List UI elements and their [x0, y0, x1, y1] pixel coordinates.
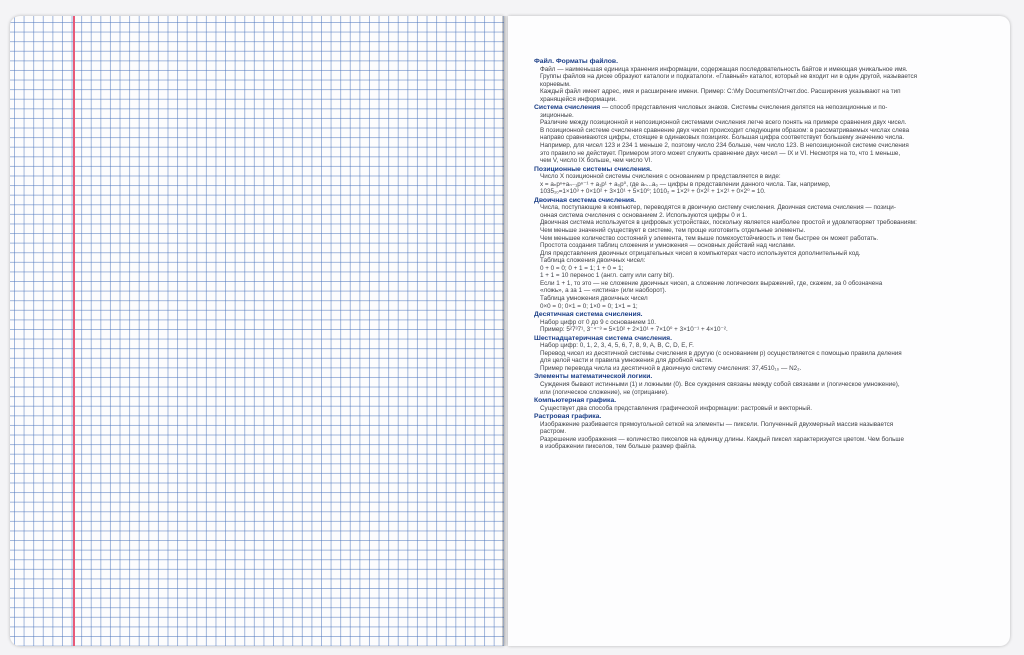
text-line: растром. — [540, 428, 567, 436]
section-heading — [534, 104, 994, 112]
text-line: это правило не действует. Примером этого может служить сравнение двух чисел — IX и VI. Несмотря на то, что 1 меньше, — [540, 149, 901, 157]
text-line: онная система счисления с основанием 2. Используются цифры 0 и 1. — [540, 211, 747, 219]
text-line: Пример перевода числа из десятичной в двоичную систему счисления: 37,4510₁₀ — N2₂. — [540, 364, 802, 372]
section-heading — [534, 373, 994, 381]
text-line: Разрешение изображения — количество пикселов на единицу длины. Каждый пиксел характеризуется цветом. Чем больше — [540, 435, 904, 443]
text-line: 0×0 = 0; 0×1 = 0; 1×0 = 0; 1×1 = 1; — [540, 302, 638, 310]
section-heading-tail: — способ представления числовых знаков. Системы счисления делятся на непозиционные и по- — [600, 104, 888, 112]
section-heading-text: Растровая графика. — [534, 413, 602, 421]
text-line: 0 + 0 = 0; 0 + 1 = 1; 1 + 0 = 1; — [540, 264, 624, 272]
text-line: Различие между позиционной и непозиционной системами счисления легче всего понять на примере сравнения двух чисел. — [540, 119, 907, 127]
section-heading-text: Система счисления — [534, 104, 601, 112]
section-heading-text: Десятичная система счисления. — [534, 311, 643, 319]
section-heading-text: Двоичная система счисления. — [534, 196, 636, 204]
grid-page — [10, 16, 504, 646]
text-line: Числа, поступающие в компьютер, переводятся в двоичную систему счисления. Двоичная система счисления — позици- — [540, 204, 896, 212]
margin-line — [73, 16, 75, 646]
text-line: Пример: 5²7³7¹, 3⁻⁴⁻³ = 5×10² + 2×10¹ + 7×10⁰ + 3×10⁻¹ + 4×10⁻². — [540, 326, 728, 334]
section-heading-text: Шестнадцатеричная система счисления. — [534, 334, 673, 342]
text-line: Число X позиционной системы счисления с основанием p представляется в виде: — [540, 173, 781, 181]
text-line: Например, для чисел 123 и 234 1 меньше 2, поэтому число 234 больше, чем число 123. В непозиционной системе счисления — [540, 142, 909, 150]
text-line: Суждения бывают истинными (1) и ложными (0). Все суждения связаны между собой связками и (логическое умножение), — [540, 380, 900, 388]
text-line: Простота создания таблиц сложения и умножения — основных действий над числами. — [540, 242, 796, 250]
section-heading — [534, 413, 994, 421]
section-heading-text: Элементы математической логики. — [534, 373, 653, 381]
text-line: Чем меньшее количество состояний у элемента, тем выше помехоустойчивость и тем быстрее он может работать. — [540, 234, 879, 242]
text-line: «ложь», а за 1 — «истина» (или наоборот). — [540, 287, 667, 295]
text-line: Набор цифр: 0, 1, 2, 3, 4, 5, 6, 7, 8, 9, A, B, C, D, E, F. — [540, 342, 694, 350]
text-line: Если 1 + 1, то это — не сложение двоичных чисел, а сложение логических выражений, где, скажем, за 0 обозначена — [540, 279, 883, 287]
text-line: Группы файлов на диске образуют каталоги и подкаталоги. «Главный» каталог, который не входит ни в один другой, называется — [540, 73, 918, 81]
text-line: чем V, число IX больше, чем число VI. — [540, 157, 653, 165]
text-line: хранящейся информации. — [540, 95, 617, 103]
text-line: Существует два способа представления графической информации: растровый и векторный. — [540, 404, 813, 412]
text-line: для целой части и правила умножения для дробной части. — [540, 357, 713, 365]
text-line: или (логическое сложение), не (отрицание). — [540, 388, 669, 396]
text-line: Для представления двоичных отрицательных чисел в компьютерах часто используется дополнительный код. — [540, 249, 861, 257]
text-line: зиционные. — [540, 111, 574, 119]
text-line: Перевод чисел из десятичной системы счисления в другую (с основанием p) осуществляется с помощью правила деления — [540, 349, 902, 357]
text-line: Таблица сложения двоичных чисел: — [540, 257, 646, 265]
section-heading-text: Компьютерная графика. — [534, 397, 617, 405]
section-heading-text: Файл. Форматы файлов. — [534, 58, 618, 65]
text-line: В позиционной системе счисления сравнение двух чисел происходит следующим образом: в рассматриваемых числах слева — [540, 126, 910, 134]
text-line: направо сравниваются цифры, стоящие в одинаковых позициях. Большая цифра соответствует большему значению числа. — [540, 134, 905, 142]
text-line: Изображение разбивается прямоугольной сеткой на элементы — пиксели. Полученный двухмерный массив называется — [540, 420, 894, 428]
text-line: Файл — наименьшая единица хранения информации, содержащая последовательность байтов и имеющая уникальное имя. — [540, 65, 908, 73]
text-line: 1 + 1 = 10 перенос 1 (англ. carry или carry bit). — [540, 272, 675, 280]
section-heading-text: Позиционные системы счисления. — [534, 165, 652, 173]
text-line: в изображении пикселов, тем больше размер файла. — [540, 443, 697, 451]
text-line: Каждый файл имеет адрес, имя и расширение имени. Пример: C:\My Documents\Отчет.doc. Расширения указывают на тип — [540, 88, 901, 96]
text-line: 1035₁₀=1×10³ + 0×10² + 3×10¹ + 5×10⁰; 1010₂ = 1×2³ + 0×2² + 1×2¹ + 0×2⁰ = 10. — [540, 188, 766, 196]
text-line: Двоичная система используется в цифровых устройствах, поскольку является наиболее простой и удовлетворяет требованиям: — [540, 219, 917, 227]
text-line: Чем меньше значений существует в системе, тем проще изготовить отдельные элементы. — [540, 227, 806, 235]
text-line: корневым. — [540, 80, 571, 88]
text-line: Набор цифр от 0 до 9 с основанием 10. — [540, 318, 657, 326]
section-heading — [534, 58, 994, 66]
text-line: Таблица умножения двоичных чисел — [540, 294, 648, 302]
section-heading — [534, 197, 994, 205]
reference-page — [508, 16, 1010, 646]
section-heading — [534, 311, 994, 319]
section-heading — [534, 397, 994, 405]
text-line: x = aₙpⁿ+aₙ₋₁pⁿ⁻¹ + a₁p¹ + a₀p⁰, где aₙ...a₀ — цифры в представлении данного числа. Так, например, — [540, 180, 831, 188]
reference-text — [534, 57, 994, 451]
